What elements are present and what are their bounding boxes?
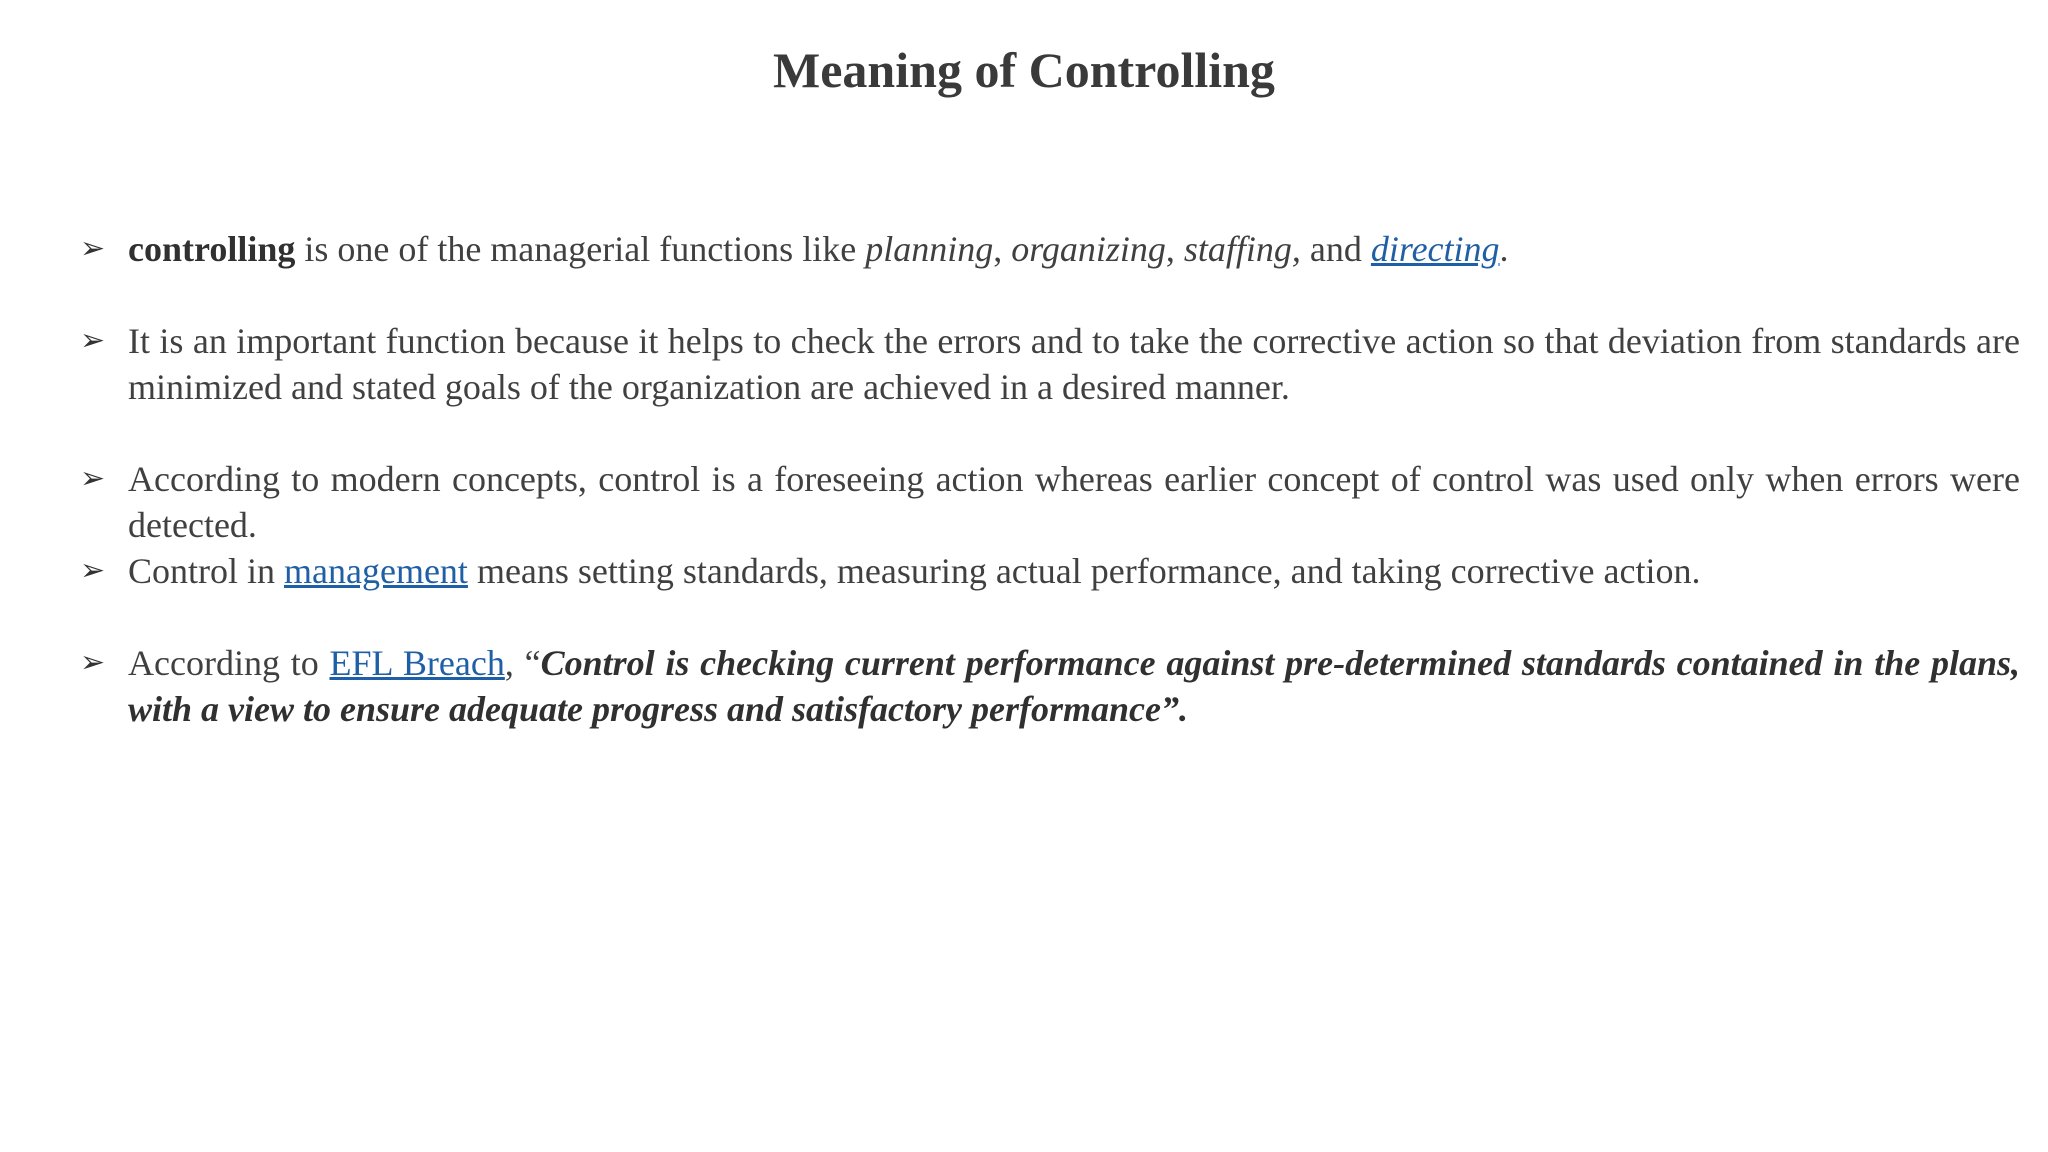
- bullet-text: is one of the managerial functions like: [295, 229, 866, 269]
- list-item: [80, 318, 2020, 410]
- list-item: [80, 456, 2020, 548]
- definition-quote: Control is checking current performance against pre-determined standards contained in the plans, with a view to ensure adequate progress and satisfactory performance”.: [128, 643, 2020, 729]
- list-item: [80, 226, 2020, 272]
- arrowhead-bullet-icon: ➢: [80, 553, 106, 588]
- arrowhead-bullet-icon: ➢: [80, 231, 106, 266]
- term-staffing: staffing,: [1183, 229, 1301, 269]
- term-organizing: organizing: [1011, 229, 1166, 269]
- list-item: [80, 640, 2020, 732]
- bullet-text: According to: [128, 643, 330, 683]
- bullet-text: Control in: [128, 551, 285, 591]
- term-controlling: controlling: [128, 229, 296, 269]
- link-management[interactable]: management: [284, 551, 468, 591]
- bullet-text: It is an important function because it helps to check the errors and to take the corrective action so that deviation from standards are minimized and stated goals of the organization are achieved in a desired manner.: [128, 321, 2020, 407]
- link-directing[interactable]: directing: [1370, 229, 1500, 269]
- bullet-text: According to modern concepts, control is a foreseeing action whereas earlier concept of control was used only when errors were detected.: [128, 459, 2020, 545]
- bullet-text: , “: [504, 643, 541, 683]
- bullet-text: and: [1300, 229, 1371, 269]
- arrowhead-bullet-icon: ➢: [80, 645, 106, 680]
- separator: ,: [1165, 229, 1184, 269]
- term-planning: planning: [865, 229, 994, 269]
- separator: ,: [993, 229, 1012, 269]
- page-title: Meaning of Controlling: [773, 42, 1275, 98]
- bullet-list: [80, 226, 2020, 732]
- bullet-text: means setting standards, measuring actual performance, and taking corrective action.: [467, 551, 1701, 591]
- link-efl-breach[interactable]: EFL Breach: [329, 643, 505, 683]
- bullet-text: .: [1499, 229, 1509, 269]
- arrowhead-bullet-icon: ➢: [80, 461, 106, 496]
- list-item: [80, 548, 2020, 594]
- arrowhead-bullet-icon: ➢: [80, 323, 106, 358]
